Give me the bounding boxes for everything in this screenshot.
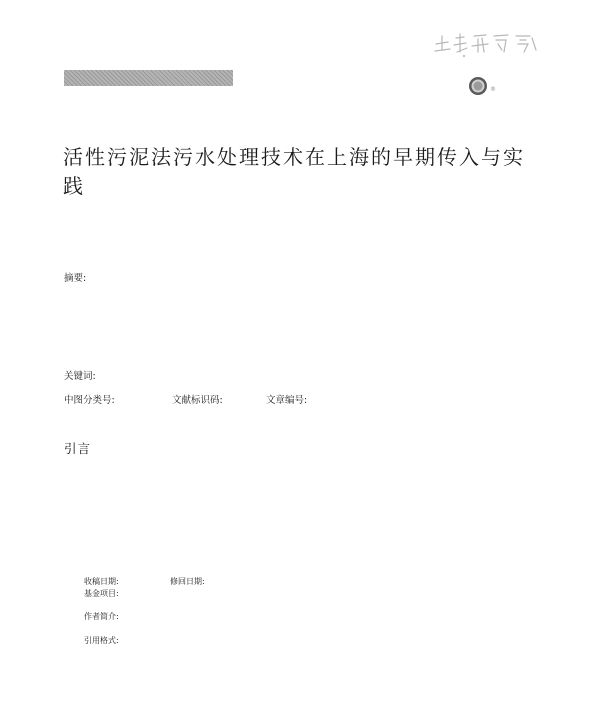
author-bio-label: 作者简介: [84,612,119,621]
article-id-label: 文章编号: [266,395,308,406]
document-code-label: 文献标识码: [172,395,223,406]
citation-format-label: 引用格式: [84,636,119,645]
introduction-heading: 引言 [64,441,92,456]
header-bar [64,70,233,86]
clc-number-label: 中图分类号: [64,395,115,406]
article-title: 活性污泥法污水处理技术在上海的早期传入与实践 [63,145,525,198]
seal-icon [468,76,488,96]
journal-logo [432,30,542,60]
fund-project-label: 基金项目: [84,589,119,598]
received-date-label: 收稿日期: [84,577,119,586]
keywords-label: 关键词: [64,371,96,382]
revised-date-label: 修回日期: [170,577,205,586]
abstract-label: 摘要: [64,273,87,284]
registered-mark: ® [490,86,496,93]
